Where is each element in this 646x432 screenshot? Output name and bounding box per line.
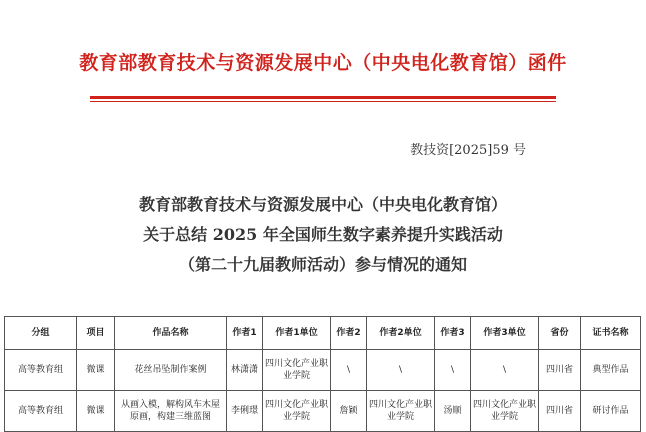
- column-header-author3-unit: 作者3单位: [471, 317, 539, 350]
- column-header-certificate: 证书名称: [581, 317, 641, 350]
- cell-author3: 汤顺: [435, 391, 471, 432]
- document-number: 教技资[2025]59 号: [410, 143, 526, 158]
- column-header-work-title: 作品名称: [115, 317, 227, 350]
- letterhead-rule-thin: [90, 101, 556, 102]
- document-title-line-2: 关于总结 2025 年全国师生数字素养提升实践活动: [143, 225, 503, 244]
- document-title: [0, 190, 646, 280]
- cell-author2-unit: \: [367, 350, 435, 391]
- cell-author1-unit: 四川文化产业职业学院: [263, 391, 331, 432]
- column-header-author2: 作者2: [331, 317, 367, 350]
- cell-certificate: 典型作品: [581, 350, 641, 391]
- cell-author2: 詹颖: [331, 391, 367, 432]
- works-table: [4, 316, 641, 432]
- cell-work-title: 花丝吊坠制作案例: [115, 350, 227, 391]
- cell-project: 微课: [77, 391, 115, 432]
- cell-author1: 李俐璟: [227, 391, 263, 432]
- cell-province: 四川省: [539, 391, 581, 432]
- cell-group: 高等教育组: [5, 350, 77, 391]
- cell-author3-unit: \: [471, 350, 539, 391]
- cell-certificate: 研讨作品: [581, 391, 641, 432]
- cell-author2: \: [331, 350, 367, 391]
- cell-project: 微课: [77, 350, 115, 391]
- cell-author2-unit: 四川文化产业职业学院: [367, 391, 435, 432]
- column-header-author3: 作者3: [435, 317, 471, 350]
- column-header-author2-unit: 作者2单位: [367, 317, 435, 350]
- letterhead-title: 教育部教育技术与资源发展中心（中央电化教育馆）函件: [79, 52, 567, 74]
- cell-author3-unit: 四川文化产业职业学院: [471, 391, 539, 432]
- table-row: [5, 350, 641, 391]
- column-header-province: 省份: [539, 317, 581, 350]
- table-header-row: [5, 317, 641, 350]
- cell-author3: \: [435, 350, 471, 391]
- cell-author1: 林潇潇: [227, 350, 263, 391]
- cell-author1-unit: 四川文化产业职业学院: [263, 350, 331, 391]
- cell-province: 四川省: [539, 350, 581, 391]
- table-row: [5, 391, 641, 432]
- document-title-line-3: （第二十九届教师活动）参与情况的通知: [178, 255, 467, 274]
- document-title-line-1: 教育部教育技术与资源发展中心（中央电化教育馆）: [138, 195, 507, 214]
- cell-work-title: 从画入模，解构风车木屋原画，构建三维蓝图: [115, 391, 227, 432]
- column-header-project: 项目: [77, 317, 115, 350]
- letterhead-rule-thick: [90, 96, 556, 99]
- column-header-author1: 作者1: [227, 317, 263, 350]
- cell-group: 高等教育组: [5, 391, 77, 432]
- column-header-group: 分组: [5, 317, 77, 350]
- column-header-author1-unit: 作者1单位: [263, 317, 331, 350]
